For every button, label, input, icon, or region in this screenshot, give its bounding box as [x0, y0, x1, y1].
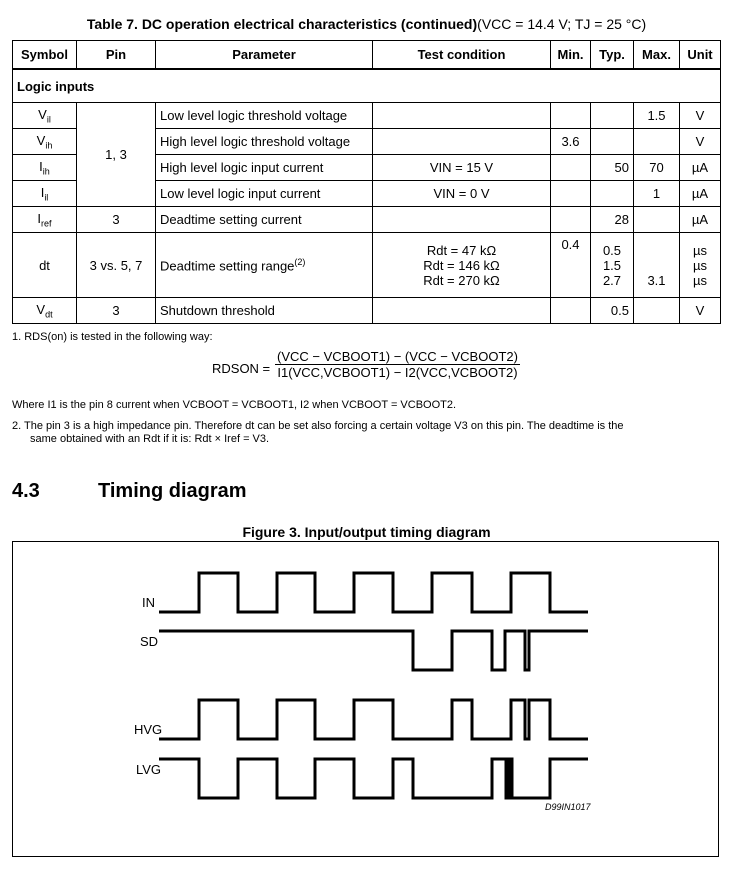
formula-fraction: (VCC − VCBOOT1) − (VCC − VCBOOT2) I1(VCC,VCBOOT1) − I2(VCC,VCBOOT2): [275, 349, 520, 380]
cell-symbol: $V_{ih}$: [13, 129, 77, 155]
cell-parameter: High level logic threshold voltage: [156, 129, 373, 155]
cell-symbol: $V_{il}$: [13, 103, 77, 129]
waveform-hvg: [159, 700, 588, 739]
cell-symbol: $I_{ih}$: [13, 155, 77, 181]
col-header: Typ.: [591, 41, 634, 70]
cell-pin: 1, 3: [77, 103, 156, 207]
cell-parameter: Low level logic threshold voltage: [156, 103, 373, 129]
table-title: Table 7. DC operation electrical characteristics (continued)(VCC = 14.4 V; TJ = 25 °C): [86, 16, 647, 32]
cell-unit: µs µs µs: [680, 233, 721, 298]
cell-parameter: Deadtime setting range$^{(2)}$: [156, 233, 373, 298]
signal-label-in: IN: [142, 595, 155, 610]
signal-label-hvg: HVG: [134, 722, 163, 737]
signal-label-lvg: LVG: [136, 762, 162, 777]
footnote-2-cont: same obtained with an Rdt if it is: Rdt × Iref = V3.: [30, 433, 270, 445]
cell-unit: µA: [680, 181, 721, 207]
section-title: Timing diagram: [98, 480, 247, 502]
cell-typ: 50: [591, 155, 634, 181]
cell-pin: 3 vs. 5, 7: [77, 233, 156, 298]
cell-typ: 28: [591, 207, 634, 233]
footnote-2: 2. The pin 3 is a high impedance pin. Therefore dt can be set also forcing a certain voltage V3 on this pin. The deadtime is the: [12, 420, 624, 432]
cell-min: 3.6: [551, 129, 591, 155]
cell-min: 0.4: [551, 233, 591, 298]
waveform-sd: [159, 631, 588, 670]
cell-unit: µA: [680, 155, 721, 181]
col-header: Max.: [634, 41, 680, 70]
cell-unit: µA: [680, 207, 721, 233]
cell-pin: 3: [77, 207, 156, 233]
waveform-lvg: [159, 759, 588, 798]
section-number: 4.3: [12, 480, 40, 502]
cell-max: 1: [634, 181, 680, 207]
cell-symbol: $I_{ref}$: [13, 207, 77, 233]
col-header: Parameter: [156, 41, 373, 70]
cell-test-condition: VIN = 0 V: [373, 181, 551, 207]
cell-test-condition: VIN = 15 V: [373, 155, 551, 181]
cell-symbol: $V_{dt}$: [13, 298, 77, 324]
col-header: Unit: [680, 41, 721, 70]
col-header: Test condition: [373, 41, 551, 70]
col-header: Min.: [551, 41, 591, 70]
cell-unit: V: [680, 298, 721, 324]
cell-test-condition: Rdt = 47 kΩ Rdt = 146 kΩ Rdt = 270 kΩ: [373, 233, 551, 298]
cell-max: 3.1: [634, 233, 680, 298]
cell-parameter: Shutdown threshold: [156, 298, 373, 324]
col-header: Symbol: [13, 41, 77, 70]
figure-code: D99IN1017: [545, 802, 591, 812]
cell-unit: V: [680, 103, 721, 129]
cell-unit: V: [680, 129, 721, 155]
formula-lhs: RDSON =: [212, 361, 271, 376]
footnote-1: 1. RDS(on) is tested in the following way:: [12, 331, 213, 343]
signal-label-sd: SD: [140, 634, 159, 649]
cell-symbol: dt: [13, 233, 77, 298]
cell-parameter: Deadtime setting current: [156, 207, 373, 233]
figure-caption: Figure 3. Input/output timing diagram: [242, 524, 491, 540]
cell-symbol: $I_{il}$: [13, 181, 77, 207]
cell-parameter: Low level logic input current: [156, 181, 373, 207]
footnote-where: Where I1 is the pin 8 current when VCBOOT = VCBOOT1, I2 when VCBOOT = VCBOOT2.: [12, 399, 457, 411]
waveform-in: [159, 573, 588, 612]
cell-parameter: High level logic input current: [156, 155, 373, 181]
cell-max: 70: [634, 155, 680, 181]
cell-typ: 0.5 1.5 2.7: [591, 233, 634, 298]
col-header: Pin: [77, 41, 156, 70]
cell-pin: 3: [77, 298, 156, 324]
section-row: Logic inputs: [13, 69, 721, 103]
cell-typ: 0.5: [591, 298, 634, 324]
cell-max: 1.5: [634, 103, 680, 129]
